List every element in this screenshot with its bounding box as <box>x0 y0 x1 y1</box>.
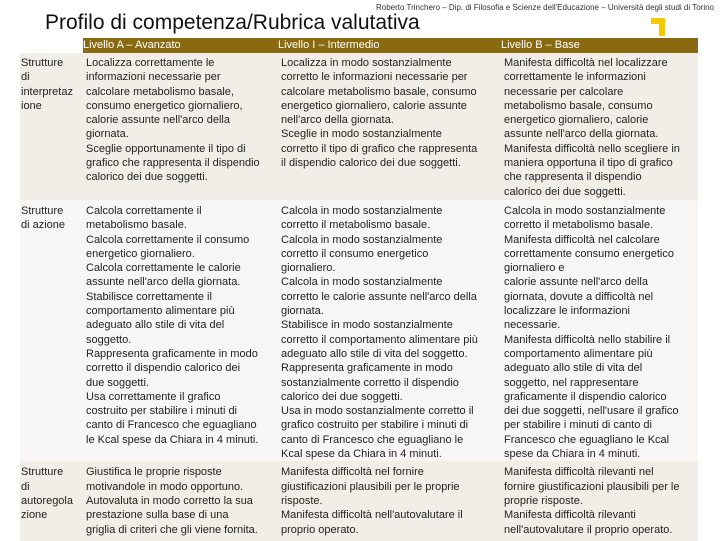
cell-text-line: proprie risposte. <box>504 494 583 507</box>
header-corner <box>20 38 83 53</box>
cell-text-line: Calcola in modo sostanzialmente <box>281 276 443 289</box>
cell-text-line: Kcal spese da Chiara in 4 minuti. <box>281 448 442 461</box>
cell-text-line: griglia di criteri che gli viene fornita. <box>86 523 258 536</box>
cell-text-line: calorie assunte nell'arco della <box>86 114 230 127</box>
cell-text-line: dei due soggetti, nell'usare il grafico <box>504 405 679 418</box>
author-credit: Roberto Trinchero – Dip. di Filosofia e Scienze dell'Educazione – Università degli studi di Torino <box>375 3 714 12</box>
cell-text-line: Calcola correttamente il <box>86 205 202 217</box>
cell-text-line: soggetto, nel rappresentare <box>504 376 639 389</box>
cell-action-level-a <box>83 200 278 461</box>
cell-text-line: Manifesta difficoltà nell'autovalutare il <box>281 509 463 522</box>
cell-text-line: calcolare metabolismo basale, consumo <box>281 85 477 98</box>
cell-text-line: Sceglie in modo sostanzialmente <box>281 128 442 141</box>
cell-text-line: correttamente consumo energetico <box>504 247 674 260</box>
cell-interpretation-level-b <box>501 53 698 200</box>
cell-text-line: energetico giornaliero. <box>86 247 195 260</box>
cell-action-level-b <box>501 200 698 461</box>
cell-text-line: giornaliero. <box>281 262 336 275</box>
cell-text-line: le Kcal spese da Chiara in 4 minuti. <box>86 433 259 446</box>
cell-text-line: giornata, dovute a difficoltà nel <box>504 290 654 303</box>
cell-text-line: necessarie per calcolare <box>504 85 624 98</box>
cell-text-line: costruito per stabilire i minuti di <box>86 405 238 418</box>
cell-text-line: Sceglie opportunamente il tipo di <box>86 142 246 155</box>
cell-text-line: risposte. <box>281 494 323 507</box>
cell-self-regulation-level-i <box>278 461 501 541</box>
column-header-level-a: Livello A – Avanzato <box>83 38 278 53</box>
cell-interpretation-level-i <box>278 53 501 200</box>
cell-text-line: nell'arco della giornata. <box>281 114 394 127</box>
cell-text-line: nell'autovalutare il proprio operato. <box>504 523 673 536</box>
cell-text-line: Calcola in modo sostanzialmente <box>281 233 443 246</box>
cell-text-line: calorico dei due soggetti. <box>281 390 403 403</box>
cell-text-line: Localizza in modo sostanzialmente <box>281 57 452 69</box>
cell-self-regulation-level-a <box>83 461 278 541</box>
cell-text-line: canto di Francesco che eguagliano <box>86 419 257 432</box>
cell-text-line: correttamente le informazioni <box>504 71 646 84</box>
cell-text-line: giornata. <box>86 128 129 141</box>
cell-interpretation-level-a <box>83 53 278 200</box>
row-label-line: interpretaz <box>21 85 73 98</box>
cell-text-line: assunte nell'arco della giornata. <box>86 276 241 289</box>
row-label-line: zione <box>21 509 48 522</box>
cell-text-line: Calcola correttamente le calorie <box>86 262 241 275</box>
cell-text-line: Manifesta difficoltà nel fornire <box>281 466 424 479</box>
cell-text-line: fornire giustificazioni plausibili per le <box>504 480 680 493</box>
cell-text-line: grafico costruito per stabilire i minuti di <box>281 419 469 432</box>
row-label-line: di <box>21 480 30 493</box>
row-label-line: autoregola <box>21 494 73 507</box>
cell-text-line: corretto le calorie assunte nell'arco della <box>281 290 477 303</box>
cell-text-line: corretto il metabolismo basale. <box>281 219 431 232</box>
cell-text-line: Calcola in modo sostanzialmente <box>281 205 443 217</box>
row-label-self-regulation <box>20 461 83 541</box>
cell-text-line: calorie assunte nell'arco della <box>504 276 648 289</box>
row-label-line: ione <box>21 99 42 112</box>
cell-text-line: proprio operato. <box>281 523 359 536</box>
cell-text-line: che rappresenta il dispendio <box>504 171 642 184</box>
cell-text-line: energetico giornaliero, calorie <box>504 114 649 127</box>
cell-text-line: per stabilire i minuti di canto di <box>504 419 652 432</box>
cell-text-line: Usa in modo sostanzialmente corretto il <box>281 405 474 418</box>
cell-text-line: Autovaluta in modo corretto la sua <box>86 494 253 507</box>
cell-text-line: giustificazioni plausibili per le proprie <box>281 480 460 493</box>
cell-text-line: localizzare le informazioni <box>504 305 630 318</box>
cell-text-line: corretto il dispendio calorico dei <box>86 362 241 375</box>
cell-text-line: Manifesta difficoltà nel localizzare <box>504 57 668 69</box>
row-label-line: Strutture <box>21 57 64 69</box>
row-label-interpretation <box>20 53 83 200</box>
cell-text-line: Manifesta difficoltà nello scegliere in <box>504 142 680 155</box>
cell-text-line: Usa correttamente il grafico <box>86 390 221 403</box>
cell-text-line: energetico giornaliero, calorie assunte <box>281 99 467 112</box>
cell-text-line: informazioni necessarie per <box>86 71 221 84</box>
cell-text-line: calcolare metabolismo basale, <box>86 85 234 98</box>
cell-text-line: assunte nell'arco della giornata. <box>504 128 659 141</box>
cell-text-line: adeguato allo stile di vita del <box>86 319 225 332</box>
cell-text-line: Giustifica le proprie risposte <box>86 466 222 479</box>
rubric-row-self-regulation <box>20 461 698 541</box>
rubric-row-interpretation <box>20 53 698 200</box>
row-label-line: di azione <box>21 219 66 232</box>
cell-text-line: comportamento alimentare più <box>504 347 653 360</box>
cell-text-line: sostanzialmente corretto il dispendio <box>281 376 459 389</box>
cell-text-line: Francesco che eguagliano le Kcal <box>504 433 670 446</box>
cell-text-line: Manifesta difficoltà nel calcolare <box>504 233 660 246</box>
row-label-line: Strutture <box>21 466 64 479</box>
rubric-row-action <box>20 200 698 461</box>
row-label-action <box>20 200 83 461</box>
cell-text-line: calorico dei due soggetti. <box>86 171 208 184</box>
cell-text-line: Calcola in modo sostanzialmente <box>504 205 666 217</box>
cell-text-line: adeguato allo stile di vita del soggetto. <box>281 347 468 360</box>
column-header-level-b: Livello B – Base <box>501 38 698 53</box>
cell-text-line: Manifesta difficoltà rilevanti <box>504 509 636 522</box>
cell-action-level-i <box>278 200 501 461</box>
cell-text-line: Manifesta difficoltà rilevanti nel <box>504 466 654 479</box>
cell-text-line: Stabilisce correttamente il <box>86 290 212 303</box>
cell-text-line: maniera opportuna il tipo di grafico <box>504 157 673 170</box>
rubric-table <box>20 38 698 541</box>
cell-text-line: corretto il consumo energetico <box>281 247 429 260</box>
cell-text-line: soggetto. <box>86 333 132 346</box>
cell-text-line: Rappresenta graficamente in modo <box>281 362 453 375</box>
cell-text-line: graficamente il dispendio calorico <box>504 390 667 403</box>
cell-text-line: corretto il metabolismo basale. <box>504 219 654 232</box>
cell-text-line: Calcola correttamente il consumo <box>86 233 250 246</box>
cell-text-line: Localizza correttamente le <box>86 57 215 69</box>
cell-text-line: comportamento alimentare più <box>86 305 235 318</box>
slide-title: Profilo di competenza/Rubrica valutativa <box>45 11 420 34</box>
cell-text-line: metabolismo basale, consumo <box>504 99 653 112</box>
cell-text-line: consumo energetico giornaliero, <box>86 99 243 112</box>
cell-text-line: canto di Francesco che eguagliano le <box>281 433 464 446</box>
cell-text-line: due soggetti. <box>86 376 149 389</box>
corner-accent-mark <box>651 18 665 36</box>
cell-text-line: giornaliero e <box>504 262 565 275</box>
cell-text-line: Rappresenta graficamente in modo <box>86 347 258 360</box>
cell-text-line: adeguato allo stile di vita del <box>504 362 643 375</box>
cell-text-line: necessarie. <box>504 319 561 332</box>
cell-text-line: giornata. <box>281 305 324 318</box>
row-label-line: di <box>21 71 30 84</box>
cell-text-line: spese da Chiara in 4 minuti. <box>504 448 641 461</box>
cell-text-line: calorico dei due soggetti. <box>504 185 626 198</box>
cell-text-line: corretto il tipo di grafico che rappresenta <box>281 142 478 155</box>
row-label-line: Strutture <box>21 205 64 217</box>
cell-text-line: Manifesta difficoltà nello stabilire il <box>504 333 671 346</box>
cell-text-line: prestazione sulla base di una <box>86 509 229 522</box>
cell-text-line: corretto il comportamento alimentare più <box>281 333 478 346</box>
cell-text-line: metabolismo basale. <box>86 219 187 232</box>
cell-text-line: motivandole in modo opportuno. <box>86 480 244 493</box>
cell-text-line: grafico che rappresenta il dispendio <box>86 157 260 170</box>
cell-text-line: Stabilisce in modo sostanzialmente <box>281 319 453 332</box>
cell-text-line: il dispendio calorico dei due soggetti. <box>281 157 461 170</box>
header-row <box>20 38 698 53</box>
cell-self-regulation-level-b <box>501 461 698 541</box>
column-header-level-i: Livello I – Intermedio <box>278 38 501 53</box>
cell-text-line: corretto le informazioni necessarie per <box>281 71 468 84</box>
